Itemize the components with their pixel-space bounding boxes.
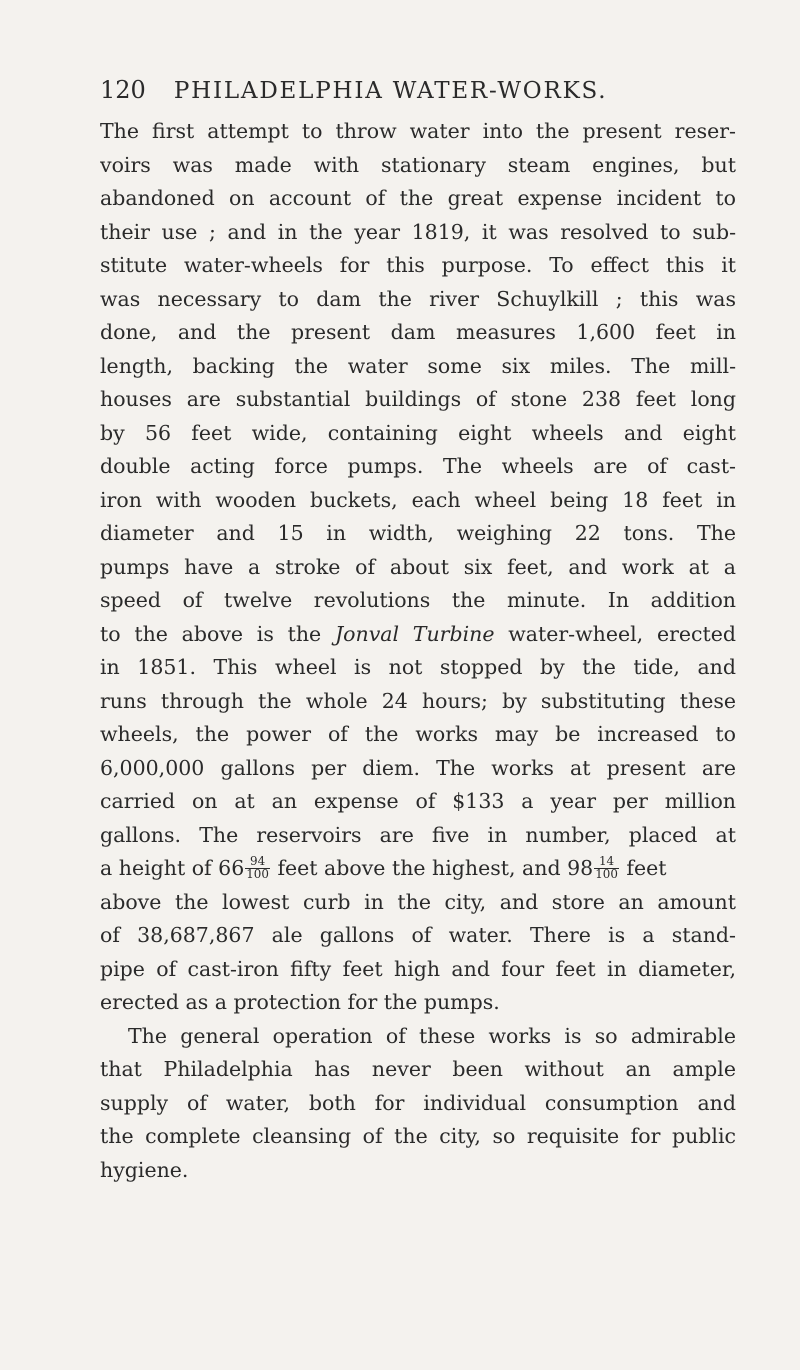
text-line: gallons. The reservoirs are five in number, placed at [100, 822, 736, 847]
text-line: pipe of cast-iron fifty feet high and four feet in diameter, [100, 956, 736, 981]
text-line: in 1851. This wheel is not stopped by the tide, and [100, 655, 736, 679]
text-line: double acting force pumps. The wheels are of cast- [100, 454, 736, 478]
fraction-numerator: 14 [594, 856, 619, 869]
text-line: erected as a protection for the pumps. [100, 990, 500, 1014]
text-line: that Philadelphia has never been without an ample [100, 1057, 736, 1081]
text-line: hygiene. [100, 1157, 189, 1182]
text-line: voirs was made with stationary steam engines, but [100, 152, 736, 177]
text-line: The first attempt to throw water into the present reser- [100, 119, 736, 143]
text-line: The general operation of these works is so admirable [128, 1023, 736, 1048]
text-line: iron with wooden buckets, each wheel being 18 feet in [100, 487, 736, 512]
text-line: by 56 feet wide, containing eight wheels and eight [100, 420, 736, 445]
text-segment: a height of 66 [100, 856, 245, 880]
text-line-jonval [100, 618, 736, 652]
text-line: diameter and 15 in width, weighing 22 tons. The [100, 521, 736, 545]
fraction-denominator: 100 [595, 867, 618, 882]
text-segment: feet above the highest, and 98 [270, 856, 594, 880]
text-line: wheels, the power of the works may be increased to [100, 722, 736, 746]
fraction-numerator: 94 [245, 856, 270, 869]
text-line: runs through the whole 24 hours; by substituting these [100, 688, 736, 713]
text-line: supply of water, both for individual consumption and [100, 1090, 736, 1115]
jonval-turbine-italic: Jonval Turbine [334, 621, 495, 646]
text-segment: to the above is the [100, 621, 335, 646]
fraction [245, 856, 270, 881]
text-line: was necessary to dam the river Schuylkill ; this was [100, 286, 736, 311]
text-line: length, backing the water some six miles. The mill- [100, 353, 736, 378]
text-line: of 38,687,867 ale gallons of water. There is a stand- [100, 923, 736, 947]
text-line: stitute water-wheels for this purpose. To effect this it [100, 253, 736, 277]
text-line: their use ; and in the year 1819, it was resolved to sub- [100, 219, 736, 244]
page-number: 120 [100, 76, 146, 104]
running-head [100, 76, 740, 112]
fraction-denominator: 100 [246, 867, 269, 882]
body-text [100, 115, 736, 1187]
text-line: 6,000,000 gallons per diem. The works at present are [100, 755, 736, 780]
running-title: PHILADELPHIA WATER-WORKS. [173, 78, 608, 104]
text-line-fractions [100, 852, 736, 886]
text-line: speed of twelve revolutions the minute. In addition [100, 588, 736, 612]
text-segment: water-wheel, erected [494, 621, 736, 646]
text-line: houses are substantial buildings of stone 238 feet long [100, 387, 736, 411]
fraction [594, 856, 619, 881]
text-segment: feet [619, 856, 667, 880]
text-line: done, and the present dam measures 1,600 feet in [100, 320, 736, 344]
text-line: carried on at an expense of $133 a year per million [100, 789, 736, 813]
text-line: the complete cleansing of the city, so requisite for public [100, 1124, 736, 1148]
text-line: above the lowest curb in the city, and store an amount [100, 889, 736, 914]
text-line: abandoned on account of the great expense incident to [100, 186, 736, 210]
text-line: pumps have a stroke of about six feet, and work at a [100, 554, 736, 579]
